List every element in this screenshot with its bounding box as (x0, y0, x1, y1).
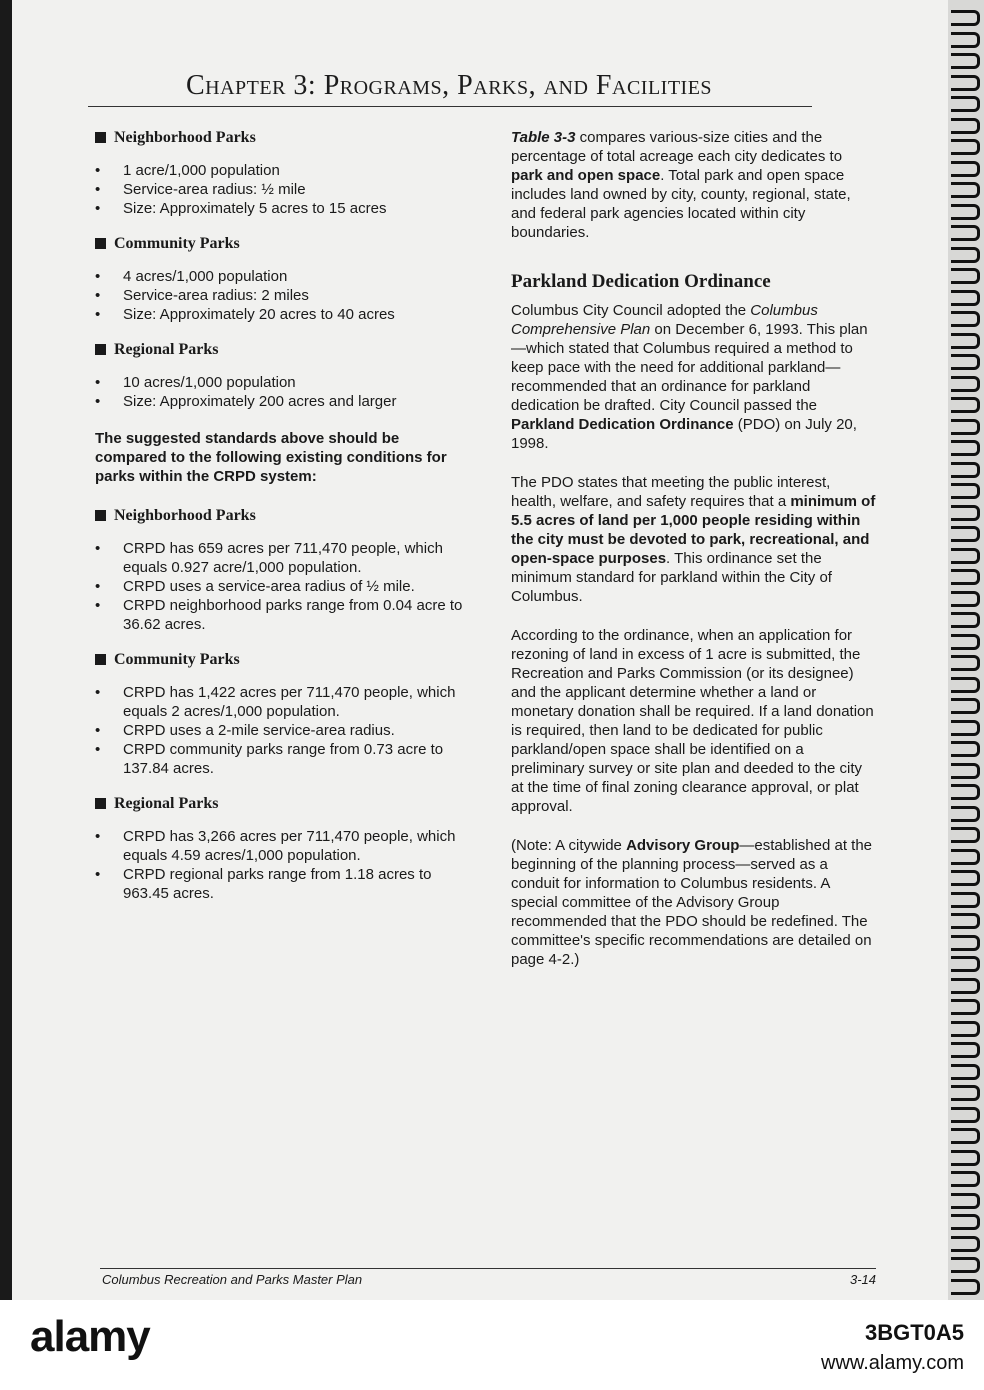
list-item: • 1 acre/1,000 population (95, 161, 465, 180)
square-bullet-icon (95, 510, 106, 521)
list-item: • CRPD uses a service-area radius of ½ mile. (95, 577, 465, 596)
binding-ring (951, 247, 980, 263)
chapter-title: Chapter 3: Programs, Parks, and Facilities (185, 70, 713, 101)
standards-community (95, 234, 465, 324)
list-item: • Size: Approximately 5 acres to 15 acres (95, 199, 465, 218)
binding-ring (951, 1279, 980, 1295)
square-bullet-icon (95, 132, 106, 143)
footer-divider (100, 1268, 876, 1269)
heading-text: Regional Parks (114, 795, 219, 812)
spiral-binding (948, 0, 984, 1300)
binding-ring (951, 118, 980, 134)
section-heading (95, 650, 465, 669)
compare-statement: The suggested standards above should be compared to the following existing conditions for parks within the CRPD system: (95, 430, 447, 485)
binding-ring (951, 698, 980, 714)
list-item: • Size: Approximately 20 acres to 40 acres (95, 305, 465, 324)
binding-ring (951, 999, 980, 1015)
text-run: on December 6, 1993. This plan—which stated that Columbus required a method to keep pace with the need for additional parkland—recommended that an ordinance for parkland dedication be drafted. City Council passed the (511, 321, 868, 414)
list-item: • CRPD neighborhood parks range from 0.04 acre to 36.62 acres. (95, 596, 465, 634)
binding-ring (951, 10, 980, 26)
binding-ring (951, 1150, 980, 1166)
italic-run: Columbus Comprehensive Plan (511, 302, 818, 338)
ordinance-paragraph: According to the ordinance, when an application for rezoning of land in excess of 1 acre is submitted, the Recreation and Parks Commission (or its designee) and the applicant determine whether a land or monetary donation shall be required. If a land donation is required, then land to be dedicated for public parkland/open space shall be identified on a preliminary survey or site plan and deeded to the city at the time of final zoning clearance approval, or plat approval. (511, 627, 874, 815)
text-run: —established at the beginning of the planning process—served as a conduit for information to Columbus residents. A special committee of the Advisory Group recommended that the PDO should be redefined. The committee's specific recommendations are detailed on page 4-2.) (511, 837, 873, 968)
heading-text: Regional Parks (114, 341, 219, 358)
section-heading (95, 506, 465, 525)
existing-community (95, 650, 465, 778)
binding-ring (951, 204, 980, 220)
list-item: • Service-area radius: ½ mile (95, 180, 465, 199)
note-paragraph (511, 836, 876, 969)
binding-ring (951, 526, 980, 542)
bold-run: park and open space (511, 167, 661, 184)
binding-ring (951, 53, 980, 69)
heading-text: Community Parks (114, 651, 240, 668)
binding-ring (951, 720, 980, 736)
left-column (95, 128, 465, 919)
list-item: • Service-area radius: 2 miles (95, 286, 465, 305)
bullet-list (95, 827, 465, 903)
binding-ring (951, 462, 980, 478)
list-item: • CRPD has 1,422 acres per 711,470 people, which equals 2 acres/1,000 population. (95, 683, 465, 721)
binding-ring (951, 75, 980, 91)
binding-ring (951, 483, 980, 499)
binding-ring (951, 440, 980, 456)
standards-regional (95, 340, 465, 411)
binding-ring (951, 892, 980, 908)
binding-ring (951, 806, 980, 822)
table-reference: Table 3-3 (511, 129, 576, 146)
binding-ring (951, 333, 980, 349)
binding-ring (951, 96, 980, 112)
alamy-logo: alamy (30, 1312, 150, 1361)
binding-ring (951, 634, 980, 650)
binding-ring (951, 612, 980, 628)
binding-ring (951, 849, 980, 865)
heading-text: Community Parks (114, 235, 240, 252)
binding-ring (951, 569, 980, 585)
binding-ring (951, 784, 980, 800)
text-run: . Total park and open space includes land owned by city, county, regional, state, and federal park agencies located within city boundaries. (511, 167, 851, 241)
pdo-paragraph (511, 473, 876, 606)
bold-run: minimum of 5.5 acres of land per 1,000 people residing within the city must be devoted to park, recreational, and open-space purposes (511, 493, 876, 567)
square-bullet-icon (95, 654, 106, 665)
binding-ring (951, 225, 980, 241)
bullet-list (95, 373, 465, 411)
list-item: • 4 acres/1,000 population (95, 267, 465, 286)
text-run: (PDO) on July 20, 1998. (511, 416, 857, 452)
existing-regional (95, 794, 465, 903)
binding-ring (951, 354, 980, 370)
binding-ring (951, 1128, 980, 1144)
binding-ring (951, 397, 980, 413)
binding-ring (951, 1107, 980, 1123)
bold-run: Advisory Group (626, 837, 740, 854)
list-item: • Size: Approximately 200 acres and larger (95, 392, 465, 411)
binding-ring (951, 870, 980, 886)
binding-ring (951, 1085, 980, 1101)
binding-ring (951, 978, 980, 994)
binding-ring (951, 741, 980, 757)
square-bullet-icon (95, 238, 106, 249)
table-reference-paragraph (511, 128, 876, 242)
square-bullet-icon (95, 798, 106, 809)
heading-text: Neighborhood Parks (114, 129, 256, 146)
council-paragraph (511, 301, 876, 453)
text-run: The PDO states that meeting the public interest, health, welfare, and safety requires that a (511, 474, 831, 510)
binding-ring (951, 1214, 980, 1230)
binding-ring (951, 913, 980, 929)
binding-ring (951, 827, 980, 843)
binding-ring (951, 956, 980, 972)
binding-ring (951, 1257, 980, 1273)
footer-title: Columbus Recreation and Parks Master Plan (102, 1272, 363, 1287)
bold-run: Parkland Dedication Ordinance (511, 416, 734, 433)
binding-ring (951, 677, 980, 693)
credit-url: www.alamy.com (821, 1352, 964, 1374)
binding-ring (951, 935, 980, 951)
list-item: • CRPD regional parks range from 1.18 acres to 963.45 acres. (95, 865, 465, 903)
bullet-list (95, 539, 465, 634)
binding-ring (951, 763, 980, 779)
binding-ring (951, 311, 980, 327)
binding-ring (951, 139, 980, 155)
section-heading (95, 794, 465, 813)
binding-ring (951, 268, 980, 284)
binding-ring (951, 161, 980, 177)
text-run: (Note: A citywide (511, 837, 627, 854)
square-bullet-icon (95, 344, 106, 355)
binding-ring (951, 419, 980, 435)
text-run: Columbus City Council adopted the (511, 302, 751, 319)
binding-ring (951, 548, 980, 564)
binding-ring (951, 182, 980, 198)
section-heading (95, 234, 465, 253)
list-item: • CRPD uses a 2-mile service-area radius. (95, 721, 465, 740)
right-column (511, 128, 876, 989)
binding-ring (951, 1171, 980, 1187)
page-number: 3-14 (849, 1272, 876, 1287)
bullet-list (95, 161, 465, 218)
binding-ring (951, 655, 980, 671)
binding-ring (951, 1042, 980, 1058)
binding-ring (951, 591, 980, 607)
list-item: • CRPD has 659 acres per 711,470 people, which equals 0.927 acre/1,000 population. (95, 539, 465, 577)
binding-ring (951, 1064, 980, 1080)
list-item: • CRPD has 3,266 acres per 711,470 people, which equals 4.59 acres/1,000 population. (95, 827, 465, 865)
text-run: compares various-size cities and the percentage of total acreage each city dedicates to (511, 129, 843, 165)
text-run: . This ordinance set the minimum standard for parkland within the City of Columbus. (511, 550, 832, 605)
section-heading (95, 340, 465, 359)
existing-neighborhood (95, 506, 465, 634)
binding-ring (951, 1236, 980, 1252)
section-title: Parkland Dedication Ordinance (511, 271, 771, 292)
bullet-list (95, 683, 465, 778)
binding-ring (951, 290, 980, 306)
binding-ring (951, 1193, 980, 1209)
binding-ring (951, 32, 980, 48)
section-heading (95, 128, 465, 147)
binding-ring (951, 505, 980, 521)
list-item: • 10 acres/1,000 population (95, 373, 465, 392)
binding-ring (951, 376, 980, 392)
heading-text: Neighborhood Parks (114, 507, 256, 524)
standards-neighborhood (95, 128, 465, 218)
binding-ring (951, 1021, 980, 1037)
bullet-list (95, 267, 465, 324)
image-id: 3BGT0A5 (864, 1320, 964, 1345)
title-divider (88, 106, 812, 107)
list-item: • CRPD community parks range from 0.73 acre to 137.84 acres. (95, 740, 465, 778)
